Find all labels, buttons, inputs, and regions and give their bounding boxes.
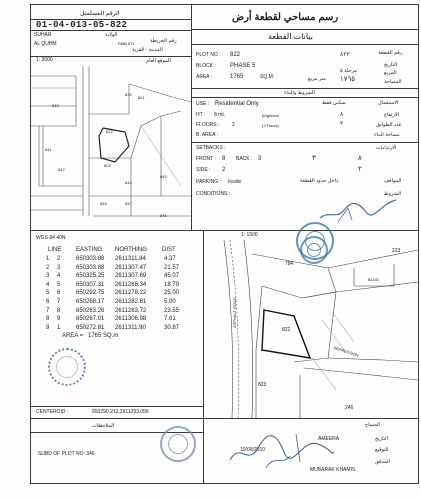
surveyor-name: AMEERA [318, 436, 340, 442]
coord-cell: 2 [46, 264, 50, 271]
block-value: PHASE 5 [230, 63, 256, 69]
drawing-bldg: BLDG [368, 277, 379, 282]
front-label: FRONT : [196, 156, 216, 162]
coord-cell: 45.07 [164, 273, 180, 280]
coord-cell: 1 [57, 324, 61, 331]
coord-cell: 4 [46, 281, 50, 288]
date-label: التاريخ [384, 62, 397, 68]
plot-no-value-ar: ٨٢٢ [340, 52, 350, 58]
wilayat-value: SUHAR [34, 32, 52, 38]
map-number-value: RMB 671 [118, 41, 135, 46]
parking-value: Inside [228, 179, 242, 185]
signature-top [318, 196, 398, 224]
drawing-plot-822: 822 [282, 327, 291, 333]
loc-plot-844: 844 [125, 180, 132, 185]
coord-cell: 3 [57, 264, 61, 271]
use-label: USE : [196, 101, 210, 107]
date-label-bottom: التاريخ [375, 436, 388, 442]
drawing-plot-223: 223 [392, 248, 401, 254]
coord-cell: 8 [46, 316, 50, 323]
coord-cell: 6 [57, 290, 61, 297]
road-edge-left [224, 240, 233, 418]
coord-cell: 23.55 [164, 307, 180, 314]
coord-cell: 2611283.72 [115, 307, 147, 314]
floors-paren: (2 Floors) [262, 123, 280, 128]
approver-label: المدقق [375, 459, 390, 465]
plot-no-label: PLOT NO : [196, 52, 221, 58]
area-unit: SQ.M. [260, 74, 275, 80]
coord-cell: 25.00 [164, 290, 180, 297]
coord-cell: 30.87 [164, 324, 180, 331]
side-value-ar: ٢ [358, 166, 362, 173]
height-paren: (Eighteen [262, 113, 280, 118]
area-label: AREA : [196, 74, 213, 80]
coord-cell: 2611306.98 [115, 316, 147, 323]
area-line-label: AREA = [62, 333, 84, 339]
loc-plot-846b: 846 [160, 213, 167, 218]
coord-cell: 2611307.69 [115, 273, 147, 280]
coord-cell: 8 [57, 307, 61, 314]
approver-name: MUBARAK KHAMIS [310, 467, 356, 473]
datum-label: WGS 84 40N [36, 235, 66, 241]
area-line-value: 1765 SQ.m [88, 333, 119, 339]
coord-cell: 4 [57, 273, 61, 280]
drawing-plot-784: 784 [285, 261, 294, 267]
parking-label: PARKING : [196, 179, 221, 185]
coord-cell: 650307.31 [76, 281, 105, 288]
loc-plot-823: 823 [104, 163, 111, 168]
back-value: 3 [258, 156, 262, 162]
map-number-label: رقم الخريطة [150, 38, 177, 44]
coord-cell: 2611311.90 [115, 324, 146, 331]
plot-no-label-ar: رقم القطعة [378, 50, 403, 56]
loc-plot-845: 845 [160, 174, 167, 179]
loc-plot-842: 842 [58, 167, 65, 172]
coord-cell: 18.79 [164, 281, 180, 288]
coord-cell: 5 [57, 281, 61, 288]
floors-label-ar: عدد الطوابق [376, 122, 402, 128]
location-map-label: الموقع العام [146, 58, 171, 64]
centeroid-label: CENTEROID : [36, 409, 69, 415]
setbacks-label-ar: الارتدادات [376, 145, 397, 151]
region-label: المدينة - القرية [132, 47, 163, 53]
col-easting: EASTING [76, 247, 103, 253]
conditions-label: CONDITIONS : [196, 191, 231, 197]
front-value-ar: ٨ [358, 155, 362, 162]
official-seal-left [48, 348, 86, 386]
coord-cell: 650267.01 [76, 316, 105, 323]
building-area-label: B. AREA : [196, 132, 218, 138]
loc-plot-846a: 846 [100, 201, 107, 206]
centeroid-value: 650290.212,2611293.056 [92, 409, 149, 415]
coord-cell: 650303.88 [76, 256, 105, 262]
coord-cell: 2611307.47 [115, 264, 147, 271]
coord-cell: 650292.75 [76, 290, 105, 297]
floors-value-ar: ٢ [340, 121, 344, 127]
coord-cell: 21.57 [164, 264, 180, 271]
area-value: 1765 [230, 74, 244, 80]
coord-cell: 4.37 [164, 256, 176, 262]
setbacks-label: SETBACKS : [196, 145, 226, 151]
coord-cell: 9 [57, 316, 61, 323]
coord-cell: 9 [46, 324, 50, 331]
front-value: 8 [222, 156, 226, 162]
loc-plot-822: 822 [106, 129, 113, 134]
coord-cell: 5.00 [164, 299, 176, 305]
coord-cell: 650272.81 [76, 324, 105, 331]
side-value: 2 [222, 167, 226, 173]
plot-data-heading: بيانات القطعة [268, 32, 313, 41]
loc-plot-847: 847 [125, 201, 132, 206]
road-edge-right [244, 240, 253, 418]
height-value: 8 mt. [214, 112, 226, 118]
signature-bottom [226, 422, 336, 472]
wilayat-label: الولاية [105, 32, 118, 38]
block-value-ar: مرحلة ٥ [340, 68, 357, 74]
coord-cell: 650325.25 [76, 273, 105, 280]
loc-plot-843: 843 [52, 103, 59, 108]
height-label-ar: الارتفاع [384, 112, 400, 118]
back-value-ar: ٣ [312, 155, 316, 162]
coord-cell: 650268.17 [76, 299, 105, 305]
sign-date: 10/09/2010 [240, 447, 266, 453]
checked-label: التوقيع [375, 447, 389, 453]
conditions-label-ar: الشروط [384, 191, 402, 197]
drawing-scale: 1: 1500 [241, 232, 258, 238]
official-seal-right [300, 236, 328, 264]
plot-822-boundary [262, 310, 310, 358]
block-label-ar: المربع [384, 70, 397, 76]
parking-label-ar: المواقف [384, 178, 402, 184]
side-label: SIDE : [196, 167, 211, 173]
serial-label: الرقم المسلسل [80, 11, 120, 17]
area-value-ar: ١٧٦٥ [340, 76, 356, 83]
notes-text: SUBD OF PLOT NO: 346 [38, 451, 95, 457]
col-dist: DIST [162, 247, 176, 253]
loc-plot-821: 821 [138, 95, 145, 100]
coord-cell: 2611278.22 [115, 290, 147, 297]
company-stamp [160, 426, 196, 462]
coord-cell: 2 [57, 256, 61, 262]
coord-cell: 1 [46, 256, 50, 262]
drawing-depression: DEPRESSION [332, 345, 360, 358]
notes-label: الملاحظات [92, 423, 115, 429]
coord-cell: 2611268.34 [115, 281, 147, 288]
height-label: HT : [196, 112, 206, 118]
serial-number: 01-04-013-05-822 [36, 20, 128, 30]
coord-cell: 6 [46, 299, 50, 305]
coord-cell: 5 [46, 290, 50, 297]
document-title: رسم مساحي لقطعة أرض [232, 12, 339, 23]
coord-cell: 650303.88 [76, 264, 105, 271]
block-label: BLOCK : [196, 63, 216, 69]
coord-cell: 2611311.84 [115, 256, 146, 262]
location-map-scale: 1: 3000 [36, 57, 53, 63]
floors-value: 2 [232, 122, 235, 128]
drawing-plot-823: 823 [258, 382, 267, 388]
coord-cell: 7 [57, 299, 61, 305]
plot-drawing [204, 240, 418, 418]
building-area-label-ar: مساحة البناء [374, 132, 400, 138]
col-northing: NORTHING [115, 247, 147, 253]
use-value: Residential Only [215, 101, 259, 107]
height-value-ar: ٨ [340, 112, 344, 118]
surveyor-label: المساح [365, 422, 381, 428]
col-line: LINE [48, 247, 62, 253]
loc-plot-841: 841 [45, 147, 52, 152]
conditions-heading: الشروط والبناء [284, 90, 315, 96]
coord-cell: 7.61 [164, 316, 176, 323]
coord-cell: 7 [46, 307, 50, 314]
drawing-plot-246: 246 [345, 405, 354, 411]
floors-label: FLOORS : [196, 122, 220, 128]
loc-plot-833: 833 [125, 92, 132, 97]
use-label-ar: الاستعمال [378, 100, 399, 106]
plot-no-value: 822 [230, 52, 241, 58]
location-map [31, 66, 191, 230]
coord-cell: 650263.26 [76, 307, 105, 314]
drawing-road-label: ASPHALT ROAD [232, 297, 237, 328]
use-value-ar: سكني فقط [322, 100, 346, 106]
coord-cell: 3 [46, 273, 50, 280]
area-unit-ar: متر مربع [308, 76, 326, 82]
coord-cell: 2611282.81 [115, 299, 147, 305]
parking-value-ar: داخل حدود القطعة [300, 178, 339, 184]
region-value: AL QUHM [34, 41, 57, 47]
back-label: BACK : [236, 156, 253, 162]
area-label-ar: المساحة [384, 79, 402, 85]
